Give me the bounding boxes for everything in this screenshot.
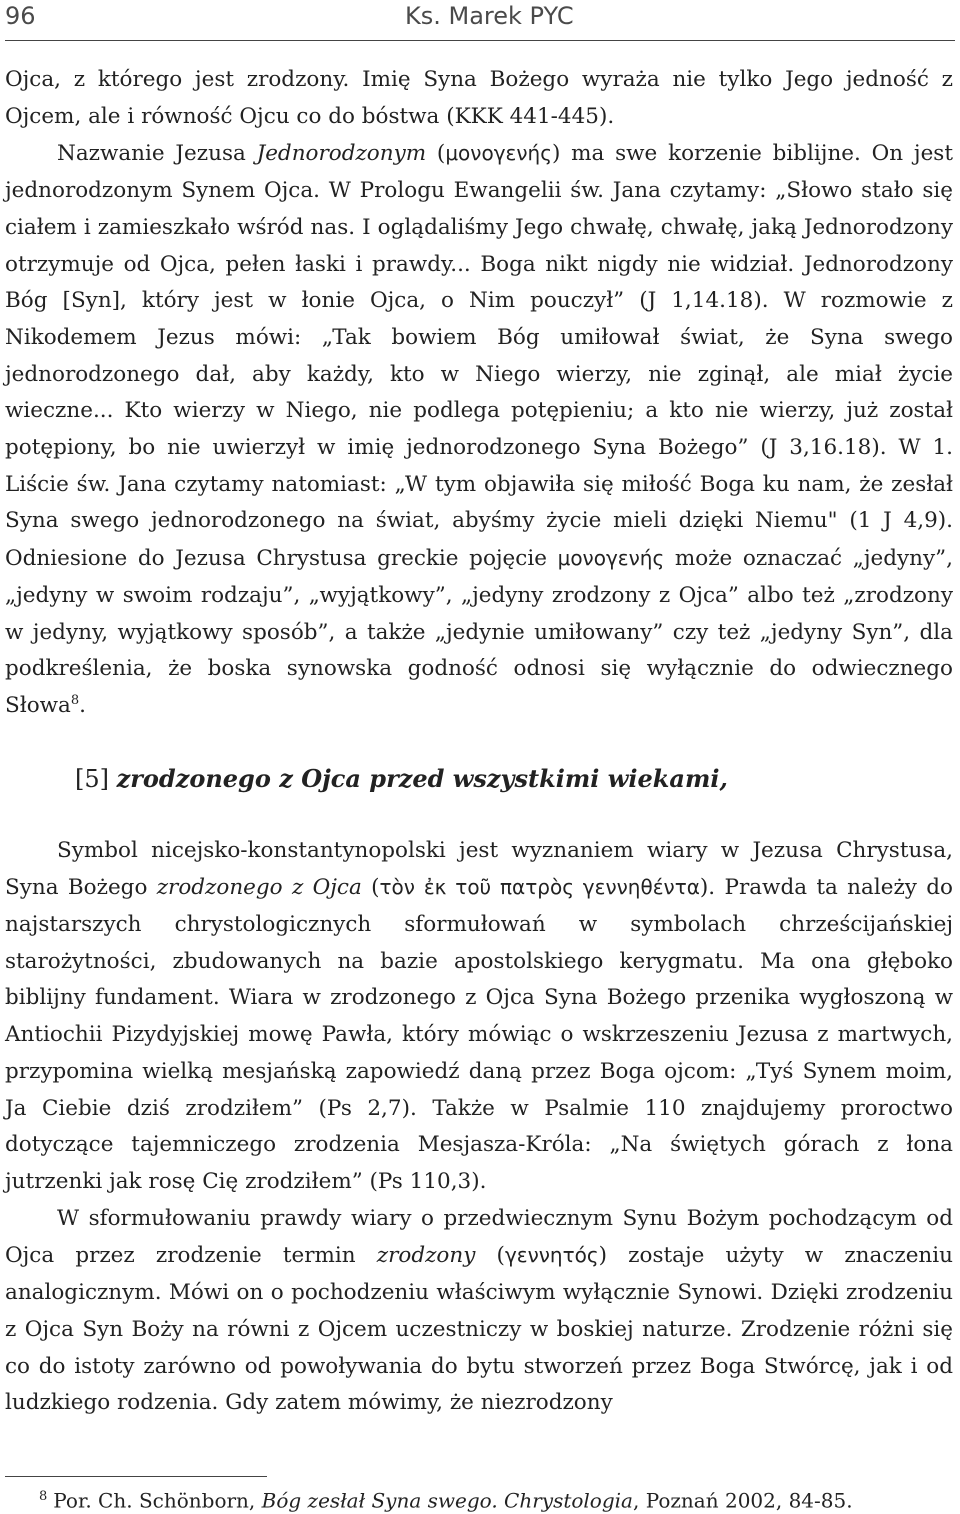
paragraph-1: Ojca, z którego jest zrodzony. Imię Syna Bożego wyraża nie tylko Jego jedność z Ojcem, ale i równość Ojcu co do bóstwa (KKK 441-445). <box>5 67 953 129</box>
greek-term: μονογενής <box>445 141 552 166</box>
footnote-rule <box>5 1476 267 1477</box>
greek-term: γεννητός <box>504 1243 599 1268</box>
italic-term: zrodzonego z Ojca <box>156 875 362 901</box>
greek-term: τὸν ἐκ τοῦ πατρὸς γεννηθέντα <box>379 875 700 900</box>
section-number: [5] <box>75 764 109 793</box>
paragraph-3: Symbol nicejsko-konstantynopolski jest wyznaniem wiary w Jezusa Chrystusa, Syna Bożego zrodzonego z Ojca (τὸν ἐκ τοῦ πατρὸς γεννηθέντα). Prawda ta należy do najstarszych chrystologicznych sformułowań w symbolach chrześcijańskiej starożytności, zbudowanych na bazie apostolskiego kerygmatu. Ma ona głęboko biblijny fundament. Wiara w zrodzonego z Ojca Syna Bożego przenika wygłoszoną w Antiochii Pizydyjskiej mowę Pawła, który mówiąc o wskrzeszeniu Jezusa z martwych, przypomina wielką mesjańską zapowiedź daną przez Boga ojcom: „Tyś Synem moim, Ja Ciebie dziś zrodziłem” (Ps 2,7). Także w Psalmie 110 znajdujemy proroctwo dotyczące tajemniczego zrodzenia Mesjasza-Króla: „Na świętych górach z łona jutrzenki jak rosę Cię zrodziłem” (Ps 110,3). <box>5 837 953 1194</box>
paragraph-4: W sformułowaniu prawdy wiary o przedwiecznym Synu Bożym pochodzącym od Ojca przez zrodzenie termin zrodzony (γεννητός) zostaje użyty w znaczeniu analogicznym. Mówi on o pochodzeniu właściwym wyłącznie Synowi. Dzięki zrodzeniu z Ojca Syn Boży na równi z Ojcem uczestniczy w boskiej naturze. Zrodzenie różni się co do istoty zarówno od powoływania do bytu stworzeń przez Boga Stwórcę, jak i od ludzkiego rodzenia. Gdy zatem mówimy, że niezrodzony <box>5 1205 953 1416</box>
paragraph-2: Nazwanie Jezusa Jednorodzonym (μονογενής) ma swe korzenie biblijne. On jest jednorodzonym Synem Ojca. W Prologu Ewangelii św. Jana czytamy: „Słowo stało się ciałem i zamieszkało wśród nas. I oglądaliśmy Jego chwałę, chwałę, jaką Jednorodzony otrzymuje od Ojca, pełen łaski i prawdy... Boga nikt nigdy nie widział. Jednorodzony Bóg [Syn], który jest w łonie Ojca, o Nim pouczył” (J 1,14.18). W rozmowie z Nikodemem Jezus mówi: „Tak bowiem Bóg umiłował świat, że Syna swego jednorodzonego dał, aby każdy, kto w Niego wierzy, nie zginął, ale miał życie wieczne... Kto wierzy w Niego, nie podlega potępieniu; a kto nie wierzy, już został potępiony, bo nie uwierzył w imię jednorodzonego Syna Bożego” (J 3,16.18). W 1. Liście św. Jana czytamy natomiast: „W tym objawiła się miłość Boga ku nam, że zesłał Syna swego jednorodzonego na świat, abyśmy życie mieli dzięki Niemu" (1 J 4,9). Odniesione do Jezusa Chrystusa greckie pojęcie μονογενής może oznaczać „jedyny”, „jedyny w swoim rodzaju”, „wyjątkowy”, „jedyny zrodzony z Ojca” albo też „zrodzony w jedyny, wyjątkowy sposób”, a także „jedynie umiłowany” czy też „jedyny Syn”, dla podkreślenia, że boska synowska godność odnosi się wyłącznie do odwiecznego Słowa$^8$. <box>5 141 953 718</box>
main-text <box>5 62 953 1422</box>
footnote: $^8$ Por. Ch. Schönborn, Bóg zesłał Syna swego. Chrystologia, Poznań 2002, 84-85. <box>39 1488 853 1513</box>
italic-term: zrodzony <box>376 1243 476 1269</box>
running-title: Ks. Marek PYC <box>405 2 574 30</box>
footnote-mark: 8 <box>39 1489 48 1504</box>
page-header <box>5 0 955 40</box>
book-title: Bóg zesłał Syna swego. Chrystologia <box>261 1488 633 1513</box>
footnote-reference[interactable]: 8 <box>70 692 80 708</box>
header-rule <box>5 40 955 41</box>
page-number: 96 <box>5 2 36 30</box>
section-heading <box>5 761 953 797</box>
section-title: zrodzonego z Ojca przed wszystkimi wiekami, <box>116 763 728 793</box>
italic-term: Jednorodzonym <box>256 141 427 167</box>
greek-term: μονογενής <box>557 546 665 571</box>
